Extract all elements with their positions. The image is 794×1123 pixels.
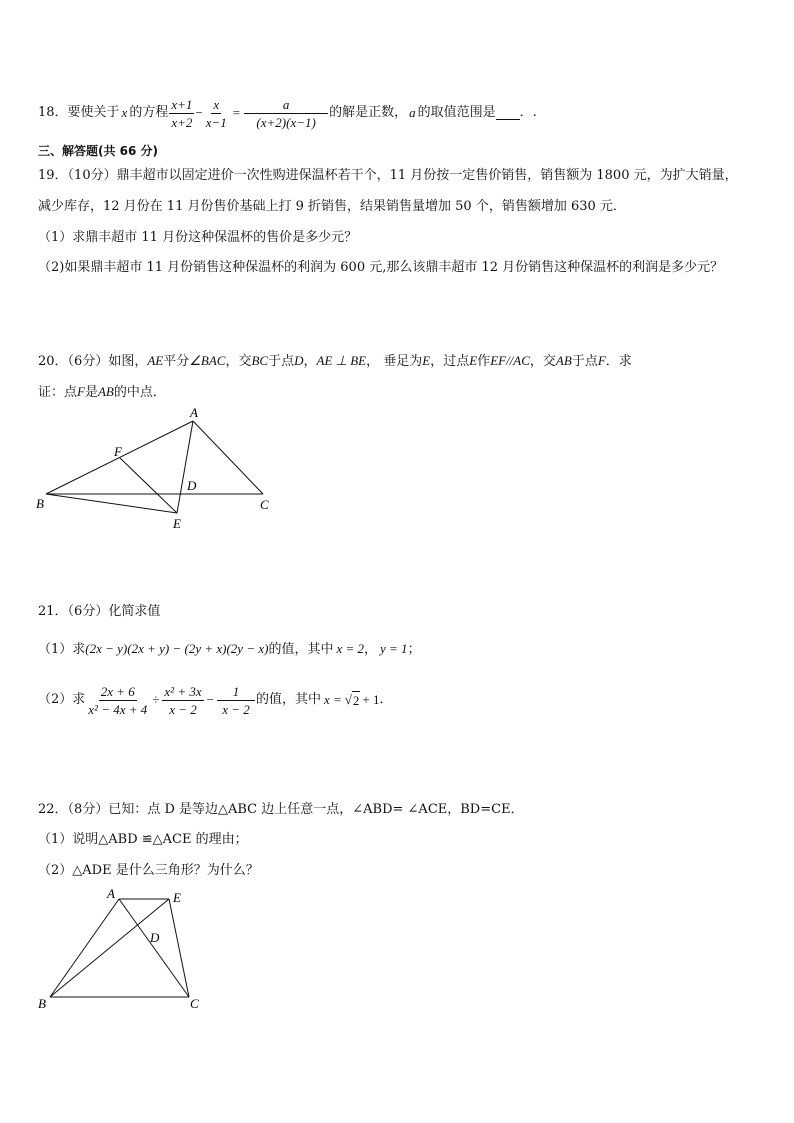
q20-text-4: 于点 <box>268 354 295 369</box>
q20-label-f: F <box>114 444 122 459</box>
q20-text-1: 20．（6分）如图， <box>38 354 148 369</box>
q20-f: F <box>597 353 606 368</box>
q18-f2-den: x−1 <box>205 114 227 130</box>
q21-p1-end: ； <box>407 642 421 657</box>
q20-segment-ae <box>177 421 193 513</box>
q18-f2-num: x <box>213 96 220 112</box>
q20-l2-text-c: 的中点． <box>113 385 166 400</box>
section-3-title: 三、解答题(共 66 分) <box>38 144 159 158</box>
q20-segment-be <box>46 494 177 513</box>
q20-text-7: ，过点 <box>430 354 470 369</box>
q18-suffix-2: 的取值范围是 <box>417 105 496 120</box>
q21-p2-minus: − <box>206 692 214 707</box>
q20-ae: AE <box>147 353 164 368</box>
q20-bc: BC <box>251 353 269 368</box>
q20-segment-fe <box>120 458 177 513</box>
q20-ab-2: AB <box>97 384 114 399</box>
q18-var-a: a <box>409 105 416 120</box>
q20-perp: AE ⊥ BE <box>316 353 367 368</box>
q20-f-2: F <box>77 384 85 399</box>
q21-p2-f2-num: x² + 3x <box>164 683 202 699</box>
q18-mid: 的方程 <box>129 105 169 120</box>
q20-label-e: E <box>173 516 181 531</box>
q20-e-2: E <box>469 353 478 368</box>
q22-label-b: B <box>38 996 46 1011</box>
q20-parallel: EF//AC <box>490 353 530 368</box>
q22-label-c: C <box>190 996 199 1011</box>
q21-part-1 <box>38 640 421 659</box>
q21-p1-separator: ， <box>364 642 378 657</box>
q21-p2-f1-num: 2x + 6 <box>100 683 135 699</box>
q21-p1-y-value: y = 1 <box>380 641 408 656</box>
q22-label-d: D <box>150 930 160 945</box>
q22-segment-bd <box>50 899 169 997</box>
q18-f1-den: x+2 <box>171 114 193 130</box>
q20-text-3: ，交 <box>225 354 252 369</box>
q20-l2-text-a: 证：点 <box>38 385 78 400</box>
q18-f3-den: (x+2)(x−1) <box>256 114 316 130</box>
q21-p2-f3-num: 1 <box>217 683 255 701</box>
q18-f1-num: x+1 <box>171 96 193 112</box>
question-18 <box>38 94 537 132</box>
q18-f3-num: a <box>244 96 328 114</box>
q20-label-a: A <box>190 405 198 420</box>
q21-p2-sqrt-sign: √ <box>344 692 352 707</box>
q20-line-1 <box>38 352 632 371</box>
q18-fraction-1 <box>169 96 194 131</box>
q21-p2-fraction-3 <box>217 683 255 718</box>
q21-p1-prefix: （1）求 <box>38 642 86 657</box>
q21-p2-f1-den: x² − 4x + 4 <box>88 701 148 717</box>
q21-p2-divide: ÷ <box>152 692 160 707</box>
q22-part-1: （1）说明△ABD ≌△ACE 的理由； <box>38 832 248 847</box>
q20-text-6: ， 垂足为 <box>366 354 423 369</box>
q21-p1-x-value: x = 2 <box>336 641 364 656</box>
q21-p2-plus-one: + 1 <box>362 692 380 707</box>
q21-p2-fraction-1 <box>86 683 149 718</box>
q18-prefix: 18．要使关于 <box>38 105 120 120</box>
q18-minus: − <box>195 105 203 120</box>
q21-p2-fraction-2 <box>162 683 203 718</box>
q19-part-1: （1）求鼎丰超市 11 月份这种保温杯的售价是多少元？ <box>38 230 358 245</box>
q20-figure <box>30 400 290 540</box>
q21-p2-prefix: （2）求 <box>38 692 86 707</box>
q21-p2-f3-den: x − 2 <box>222 701 250 717</box>
q18-answer-blank[interactable] <box>496 107 520 120</box>
q18-var-x: x <box>121 105 128 120</box>
q22-segment-ab <box>50 899 119 997</box>
q22-figure <box>30 884 220 1019</box>
q21-part-2 <box>38 680 393 720</box>
q20-text-8: 作 <box>477 354 491 369</box>
q18-fraction-3 <box>244 96 328 131</box>
q20-e: E <box>422 353 431 368</box>
q21-p1-mid: 的值，其中 <box>268 642 334 657</box>
q20-text-11: ．求 <box>605 354 632 369</box>
q19-line-1: 19．（10分）鼎丰超市以固定进价一次性购进保温杯若干个，11 月份按一定售价销售，销售额为 1800 元，为扩大销量， <box>38 168 738 183</box>
q18-equals: = <box>232 105 241 120</box>
q20-segment-ac <box>193 421 263 494</box>
q19-part-2: （2)如果鼎丰超市 11 月份销售这种保温杯的利润为 600 元,那么该鼎丰超市 12 月份销售这种保温杯的利润是多少元？ <box>38 260 724 275</box>
q20-label-d: D <box>187 478 197 493</box>
q20-angle-bac: ∠BAC <box>189 353 226 368</box>
q21-p1-expression: (2x − y)(2x + y) − (2y + x)(2y − x) <box>85 641 269 656</box>
q20-d: D <box>294 353 304 368</box>
q20-text-10: 于点 <box>571 354 598 369</box>
q20-label-b: B <box>36 496 44 511</box>
q20-text-9: ，交 <box>529 354 556 369</box>
q21-p2-f2-den: x − 2 <box>169 701 197 717</box>
q22-line-1: 22．（8分）已知：点 D 是等边△ABC 边上任意一点，∠ABD= ∠ACE，BD=CE． <box>38 802 524 817</box>
q21-heading: 21．（6分）化简求值 <box>38 604 161 619</box>
q22-label-a: A <box>107 886 115 901</box>
q21-p2-sqrt-value: 2 <box>352 692 360 708</box>
q20-ab: AB <box>555 353 572 368</box>
q20-text-5: ， <box>303 354 317 369</box>
q22-part-2: （2）△ADE 是什么三角形？为什么？ <box>38 863 259 878</box>
q20-text-2: 平分 <box>163 354 190 369</box>
q21-p2-end: ． <box>379 692 393 707</box>
q20-l2-text-b: 是 <box>84 385 98 400</box>
q18-end: ．. <box>519 105 537 120</box>
q18-suffix-1: 的解是正数， <box>329 105 408 120</box>
q19-line-2: 减少库存，12 月份在 11 月份售价基础上打 9 折销售，结果销售量增加 50 个，销售额增加 630 元． <box>38 199 626 214</box>
q21-p2-mid: 的值，其中 <box>255 692 321 707</box>
q22-label-e: E <box>173 890 181 905</box>
q18-fraction-2 <box>204 96 229 131</box>
q21-p2-x: x = <box>323 692 342 707</box>
q20-label-c: C <box>260 497 269 512</box>
